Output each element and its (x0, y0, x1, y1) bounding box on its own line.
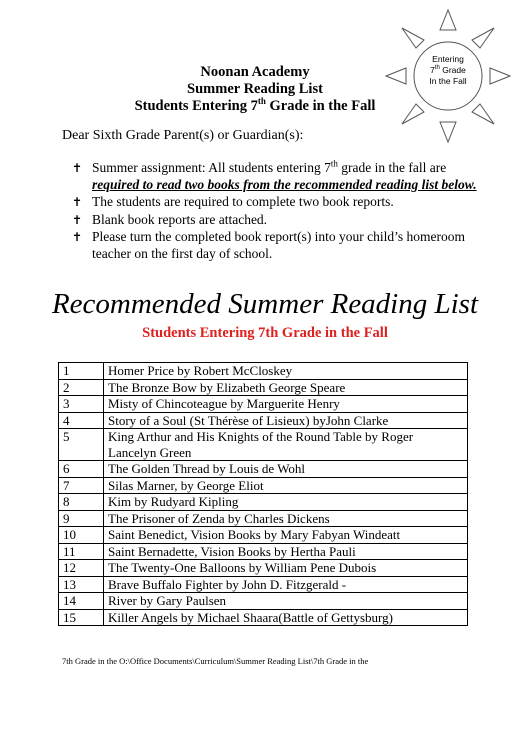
school-name: Noonan Academy (200, 64, 310, 80)
table-row (59, 494, 468, 511)
table-row (59, 609, 468, 626)
footer-path: 7th Grade in the O:\Office Documents\Curriculum\Summer Reading List\7th Grade in the (62, 656, 369, 666)
list-title: Summer Reading List (187, 81, 323, 97)
book-number: 15 (59, 609, 104, 626)
book-number: 11 (59, 543, 104, 560)
instruction-item (62, 194, 482, 211)
students-line-text-end: Grade in the Fall (265, 98, 376, 114)
book-title: Kim by Rudyard Kipling (104, 494, 468, 511)
book-number: 6 (59, 461, 104, 478)
book-title: Misty of Chincoteague by Marguerite Henry (104, 396, 468, 413)
book-number: 1 (59, 363, 104, 380)
book-title: Killer Angels by Michael Shaara(Battle of Gettysburg) (104, 609, 468, 626)
sun-badge-line1: Entering (432, 54, 464, 64)
sun-badge-grade: Grade (439, 65, 466, 75)
book-number: 12 (59, 560, 104, 577)
book-title: The Twenty-One Balloons by William Pene Dubois (104, 560, 468, 577)
instruction-text: Summer assignment: All students entering 7 (92, 160, 331, 175)
book-number: 13 (59, 576, 104, 593)
table-row (59, 396, 468, 413)
cross-bullet-icon: ✝ (72, 195, 83, 209)
students-line (110, 98, 400, 115)
book-title: The Golden Thread by Louis de Wohl (104, 461, 468, 478)
table-row (59, 576, 468, 593)
instruction-sup: th (330, 158, 338, 169)
book-title: Saint Benedict, Vision Books by Mary Fabyan Windeatt (104, 527, 468, 544)
instruction-text: Please turn the completed book report(s) into your child’s homeroom teacher on the first day of school. (92, 229, 466, 261)
book-title: The Prisoner of Zenda by Charles Dickens (104, 510, 468, 527)
recommended-title: Recommended Summer Reading List (51, 288, 479, 320)
instruction-text: Blank book reports are attached. (92, 211, 268, 227)
recommended-subtitle: Students Entering 7th Grade in the Fall (142, 325, 388, 341)
instruction-item (62, 229, 482, 262)
book-number: 14 (59, 593, 104, 610)
table-row (59, 429, 468, 461)
sun-badge-num: 7 (430, 65, 435, 75)
instruction-text: The students are required to complete two book reports. (92, 194, 394, 209)
book-number: 9 (59, 510, 104, 527)
instruction-list (62, 160, 482, 263)
cross-bullet-icon: ✝ (72, 161, 83, 175)
cross-bullet-icon: ✝ (72, 212, 83, 227)
table-row (59, 461, 468, 478)
book-title: The Bronze Bow by Elizabeth George Speare (104, 379, 468, 396)
salutation: Dear Sixth Grade Parent(s) or Guardian(s): (62, 128, 304, 143)
book-number: 2 (59, 379, 104, 396)
sun-badge-line2 (424, 65, 472, 76)
table-row (59, 593, 468, 610)
instruction-item (62, 212, 482, 229)
table-row (59, 412, 468, 429)
book-title: Saint Bernadette, Vision Books by Hertha Pauli (104, 543, 468, 560)
table-row (59, 363, 468, 380)
sun-badge-text (424, 54, 472, 87)
book-number: 3 (59, 396, 104, 413)
sun-badge-line3: In the Fall (429, 76, 467, 86)
table-row (59, 510, 468, 527)
students-line-sup: th (257, 96, 266, 107)
table-row (59, 527, 468, 544)
book-title: Homer Price by Robert McCloskey (104, 363, 468, 380)
book-number: 8 (59, 494, 104, 511)
book-number: 4 (59, 412, 104, 429)
document-header (110, 64, 400, 115)
instruction-text-cont: grade in the fall are (337, 160, 447, 175)
instruction-emphasis: required to read two books from the recommended reading list below. (92, 176, 477, 192)
cross-bullet-icon: ✝ (72, 230, 83, 244)
book-title: Story of a Soul (St Thérèse of Lisieux) byJohn Clarke (104, 412, 468, 429)
book-number: 5 (59, 429, 104, 461)
book-title: Brave Buffalo Fighter by John D. Fitzgerald - (104, 576, 468, 593)
table-row (59, 560, 468, 577)
students-line-text: Students Entering 7 (134, 98, 258, 114)
book-title: King Arthur and His Knights of the Round Table by Roger Lancelyn Green (104, 429, 468, 461)
table-row (59, 543, 468, 560)
sun-badge-sup: th (434, 65, 440, 72)
book-number: 7 (59, 477, 104, 494)
table-row (59, 477, 468, 494)
book-title: River by Gary Paulsen (104, 593, 468, 610)
book-number: 10 (59, 527, 104, 544)
book-table (58, 362, 468, 626)
book-table-body (59, 363, 468, 626)
table-row (59, 379, 468, 396)
book-title: Silas Marner, by George Eliot (104, 477, 468, 494)
instruction-item (62, 160, 482, 193)
